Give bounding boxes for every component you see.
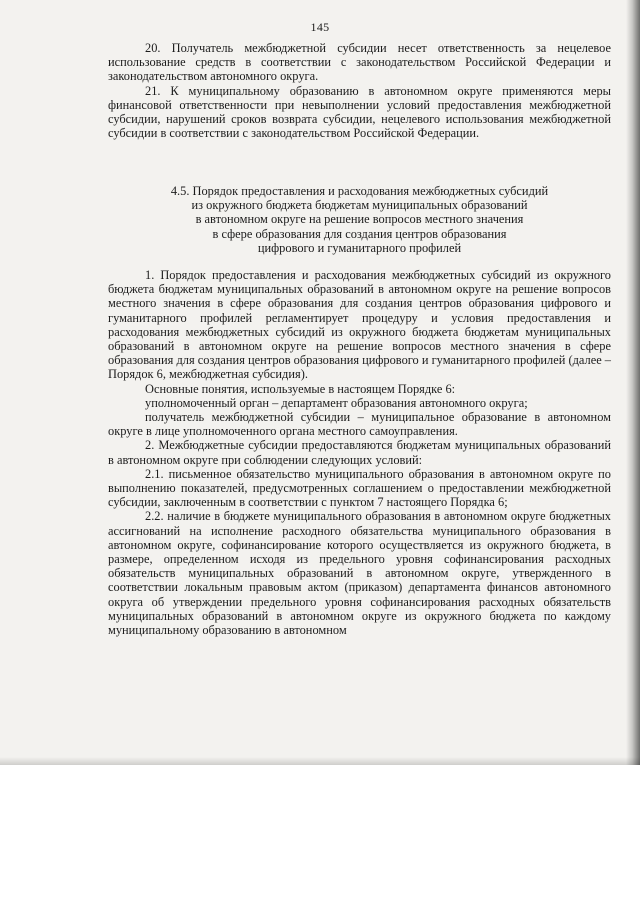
paragraph-2-2: 2.2. наличие в бюджете муниципального образования в автономном округе бюджетных ассигнований на исполнение расходного обязательства муниципального образования в автономном округе, софинансирование которого осуществляется из окружного бюджета, в размере, определенном исходя из предельного уровня софинансирования расходных обязательств муниципальных образований в автономном округе, утвержденного в соответствии локальным правовым актом (приказом) департамента финансов автономного округа об утверждении предельного уровня софинансирования расходных обязательств муниципальных образований в автономном округе из окружного бюджета по каждому муниципальному образованию в автономном [108, 509, 611, 638]
paragraph-1: 1. Порядок предоставления и расходования межбюджетных субсидий из окружного бюджета бюджетам муниципальных образований в автономном округе на решение вопросов местного значения в сфере образования для создания центров образования цифрового и гуманитарного профилей регламентирует процедуру и условия предоставления и расходования межбюджетных субсидий из окружного бюджета бюджетам муниципальных образований в автономном округе на решение вопросов местного значения в сфере образования для создания центров образования цифрового и гуманитарного профилей (далее – Порядок 6, межбюджетная субсидия). [108, 268, 611, 382]
paragraph-2: 2. Межбюджетные субсидии предоставляются бюджетам муниципальных образований в автономном округе при соблюдении следующих условий: [108, 438, 611, 467]
section-heading [108, 184, 611, 255]
paragraph-definition-authorized-body: уполномоченный орган – департамент образования автономного округа; [145, 395, 528, 410]
section-heading-line: из окружного бюджета бюджетам муниципальных образований [191, 198, 528, 213]
paragraph-definition-recipient: получатель межбюджетной субсидии – муниципальное образование в автономном округе в лице уполномоченного органа местного самоуправления. [108, 410, 611, 439]
section-heading-line: в автономном округе на решение вопросов местного значения [195, 212, 524, 227]
section-heading-line: 4.5. Порядок предоставления и расходования межбюджетных субсидий [170, 184, 549, 198]
scan-bottom-edge [0, 757, 640, 765]
scan-edge-shadow [626, 0, 640, 765]
paragraph-2-1: 2.1. письменное обязательство муниципального образования в автономном округе по выполнению показателей, предусмотренных соглашением о предоставлении межбюджетной субсидии, заключенным в соответствии с пунктом 7 настоящего Порядка 6; [108, 466, 611, 510]
top-text-block [108, 41, 611, 140]
paragraph-21: 21. К муниципальному образованию в автономном округе применяются меры финансовой ответственности при невыполнении условий предоставления межбюджетной субсидии, нарушений сроков возврата субсидии, нецелевого использования межбюджетной субсидии в соответствии с законодательством Российской Федерации. [108, 83, 611, 141]
section-heading-line: цифрового и гуманитарного профилей [257, 240, 462, 255]
main-text-block [108, 268, 611, 637]
section-heading-line: в сфере образования для создания центров образования [212, 226, 507, 241]
paragraph-20: 20. Получатель межбюджетной субсидии несет ответственность за нецелевое использование средств в соответствии с законодательством Российской Федерации и законодательством автономного округа. [108, 41, 611, 84]
page-number: 145 [310, 20, 330, 34]
paragraph-definitions-intro: Основные понятия, используемые в настоящем Порядке 6: [145, 381, 456, 396]
